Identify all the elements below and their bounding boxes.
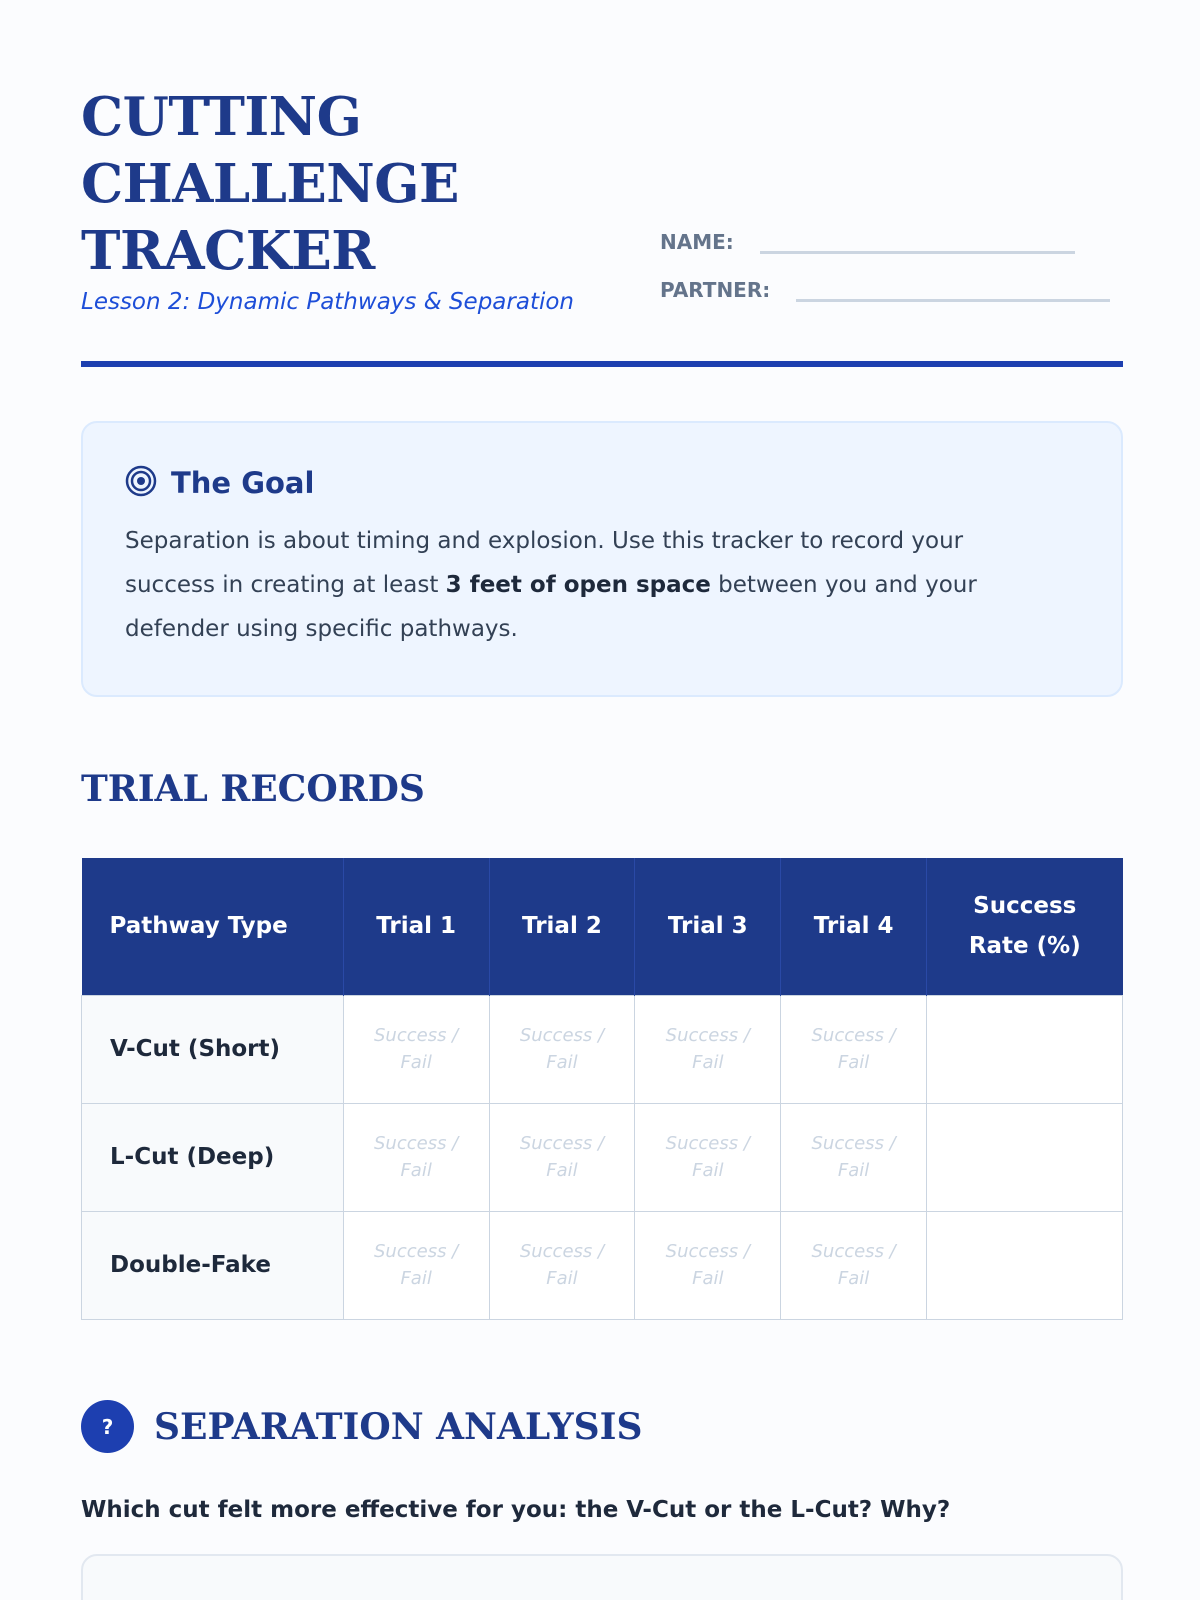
name-input-line[interactable] xyxy=(760,251,1075,254)
placeholder-line: Fail xyxy=(400,1268,432,1289)
success-rate-cell[interactable] xyxy=(927,1211,1123,1319)
placeholder-line: Fail xyxy=(837,1268,870,1289)
trial-cell[interactable] xyxy=(635,1211,781,1319)
placeholder-line: Fail xyxy=(400,1052,432,1073)
name-field xyxy=(660,230,1110,254)
student-fields xyxy=(660,230,1110,326)
placeholder-line: Success / xyxy=(519,1241,605,1262)
goal-text-start: Separation is about timing and explosion. Use this tracker to record your success in creating at least xyxy=(125,528,964,598)
placeholder-line: Success / xyxy=(374,1025,459,1046)
goal-header xyxy=(125,465,1079,501)
goal-text xyxy=(125,519,1025,651)
placeholder-line: Success / xyxy=(811,1133,896,1154)
trial-cell[interactable] xyxy=(489,1211,635,1319)
trial-cell[interactable] xyxy=(781,1211,927,1319)
placeholder-line: Fail xyxy=(692,1160,724,1181)
placeholder-line: Success / xyxy=(519,1025,605,1046)
header-divider xyxy=(81,361,1123,367)
name-label: NAME: xyxy=(660,230,734,254)
trial-cell[interactable] xyxy=(343,1103,489,1211)
placeholder-line: Fail xyxy=(546,1052,578,1073)
column-header: Trial 1 xyxy=(343,858,489,995)
column-header: Trial 2 xyxy=(489,858,635,995)
trial-cell[interactable] xyxy=(343,1211,489,1319)
placeholder-line: Fail xyxy=(546,1160,578,1181)
goal-box xyxy=(81,421,1123,697)
trial-cell[interactable] xyxy=(489,995,635,1103)
pathway-cell: Double-Fake xyxy=(82,1211,344,1319)
trial-cell[interactable] xyxy=(781,995,927,1103)
table-row xyxy=(82,1211,1123,1319)
target-icon xyxy=(125,465,157,501)
table-header-row xyxy=(82,858,1123,995)
title-line-3: TRACKER xyxy=(81,220,375,282)
placeholder-line: Fail xyxy=(400,1160,432,1181)
trial-cell[interactable] xyxy=(343,995,489,1103)
title-line-2: CHALLENGE xyxy=(81,153,459,215)
placeholder-line: Success / xyxy=(665,1241,750,1262)
success-rate-cell[interactable] xyxy=(927,995,1123,1103)
placeholder-line: Success / xyxy=(519,1133,605,1154)
column-header: Trial 3 xyxy=(635,858,781,995)
placeholder-line: Fail xyxy=(692,1052,724,1073)
answer-box[interactable] xyxy=(81,1554,1123,1600)
column-header: Trial 4 xyxy=(781,858,927,995)
pathway-cell: V-Cut (Short) xyxy=(82,995,344,1103)
placeholder-line: Fail xyxy=(692,1268,724,1289)
placeholder-line: Fail xyxy=(546,1268,578,1289)
trial-records-table xyxy=(81,858,1123,1320)
success-rate-cell[interactable] xyxy=(927,1103,1123,1211)
trial-cell[interactable] xyxy=(635,995,781,1103)
partner-field xyxy=(660,278,1110,302)
placeholder-line: Success / xyxy=(665,1133,750,1154)
question-mark-icon: ? xyxy=(81,1400,134,1453)
header xyxy=(81,84,1123,315)
goal-text-emphasis: 3 feet of open space xyxy=(445,572,711,598)
placeholder-line: Success / xyxy=(811,1241,896,1262)
analysis-question: Which cut felt more effective for you: the V-Cut or the L-Cut? Why? xyxy=(81,1497,951,1523)
placeholder-line: Success / xyxy=(374,1133,459,1154)
trial-cell[interactable] xyxy=(489,1103,635,1211)
title-line-1: CUTTING xyxy=(81,86,362,148)
goal-title: The Goal xyxy=(171,466,315,500)
page-subtitle: Lesson 2: Dynamic Pathways & Separation xyxy=(81,289,574,315)
partner-label: PARTNER: xyxy=(660,278,771,302)
analysis-header xyxy=(81,1400,642,1453)
placeholder-line: Fail xyxy=(837,1052,870,1073)
trial-cell[interactable] xyxy=(635,1103,781,1211)
goal-text-end: between you and your defender using specific pathways. xyxy=(125,572,977,642)
column-header: Pathway Type xyxy=(82,858,344,995)
column-header: Success Rate (%) xyxy=(927,858,1123,995)
trial-records-title: TRIAL RECORDS xyxy=(81,768,425,810)
trial-cell[interactable] xyxy=(781,1103,927,1211)
placeholder-line: Success / xyxy=(665,1025,750,1046)
placeholder-line: Success / xyxy=(374,1241,459,1262)
placeholder-line: Success / xyxy=(811,1025,896,1046)
partner-input-line[interactable] xyxy=(796,299,1110,302)
pathway-cell: L-Cut (Deep) xyxy=(82,1103,344,1211)
analysis-title: SEPARATION ANALYSIS xyxy=(154,1405,643,1448)
table-row xyxy=(82,1103,1123,1211)
table-row xyxy=(82,995,1123,1103)
placeholder-line: Fail xyxy=(837,1160,870,1181)
